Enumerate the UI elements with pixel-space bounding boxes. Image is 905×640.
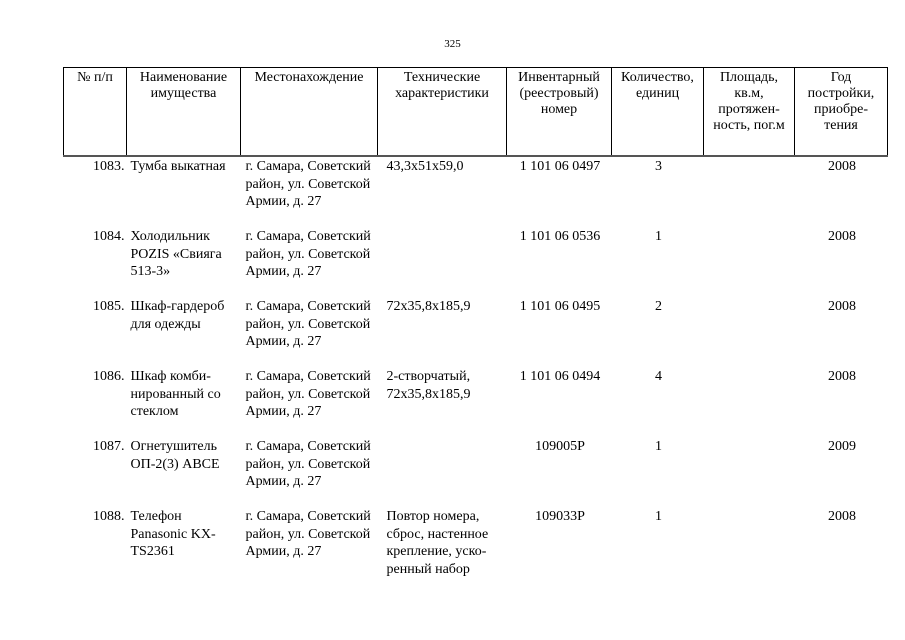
header-year: Год постройки, приобре-тения	[795, 68, 888, 157]
table-header	[64, 68, 888, 157]
row-area	[704, 367, 795, 437]
property-registry-table	[63, 67, 888, 578]
table-body	[64, 156, 888, 578]
row-number: 1086.	[93, 369, 125, 384]
row-number: 1088.	[93, 509, 125, 524]
header-tech: Технические характеристики	[378, 68, 507, 157]
header-area: Площадь, кв.м, протяжен-ность, пог.м	[704, 68, 795, 157]
row-number: 1084.	[93, 229, 125, 244]
header-number: № п/п	[64, 68, 127, 157]
row-tech	[378, 227, 507, 297]
row-location: г. Самара, Советский район, ул. Советской Армии, д. 27	[245, 369, 371, 419]
row-number: 1083.	[93, 159, 125, 174]
row-name: Телефон Panasonic KX-TS2361	[130, 509, 216, 559]
header-row	[64, 68, 888, 157]
row-name: Огнетушитель ОП-2(3) АВСЕ	[130, 439, 220, 472]
row-location: г. Самара, Советский район, ул. Советской Армии, д. 27	[245, 229, 371, 279]
row-location: г. Самара, Советский район, ул. Советской Армии, д. 27	[245, 509, 371, 559]
table-row	[64, 227, 888, 297]
row-year: 2008	[828, 229, 856, 244]
row-name: Шкаф-гардероб для одежды	[130, 299, 225, 332]
row-location: г. Самара, Советский район, ул. Советской Армии, д. 27	[245, 299, 371, 349]
header-location: Местонахождение	[241, 68, 378, 157]
row-inventory: 1 101 06 0495	[519, 299, 601, 314]
table-row	[64, 367, 888, 437]
table-row	[64, 156, 888, 227]
row-location: г. Самара, Советский район, ул. Советской Армии, д. 27	[245, 159, 371, 209]
table-row	[64, 297, 888, 367]
row-area	[704, 437, 795, 507]
row-inventory: 109033Р	[535, 509, 585, 524]
row-quantity: 2	[655, 299, 662, 314]
row-quantity: 1	[655, 229, 662, 244]
row-quantity: 3	[655, 159, 662, 174]
row-tech: 43,3х51х59,0	[386, 159, 464, 174]
row-quantity: 1	[655, 439, 662, 454]
page-number: 325	[444, 38, 461, 50]
table-row	[64, 437, 888, 507]
row-area	[704, 227, 795, 297]
row-year: 2008	[828, 509, 856, 524]
row-quantity: 1	[655, 509, 662, 524]
row-year: 2009	[828, 439, 856, 454]
header-inventory: Инвентарный (реестровый) номер	[507, 68, 612, 157]
row-inventory: 1 101 06 0536	[519, 229, 601, 244]
row-number: 1087.	[93, 439, 125, 454]
row-tech: 72х35,8х185,9	[386, 299, 471, 314]
row-year: 2008	[828, 159, 856, 174]
row-quantity: 4	[655, 369, 662, 384]
row-year: 2008	[828, 369, 856, 384]
header-name: Наименование имущества	[127, 68, 241, 157]
row-tech	[378, 437, 507, 507]
row-tech: 2-створчатый, 72х35,8х185,9	[386, 369, 471, 402]
row-tech: Повтор номера, сброс, настенное крепление, уско-ренный набор	[386, 509, 489, 577]
row-inventory: 1 101 06 0497	[519, 159, 601, 174]
row-name: Шкаф комби-нированный со стеклом	[130, 369, 221, 419]
row-year: 2008	[828, 299, 856, 314]
row-name: Холодильник POZIS «Свияга 513-3»	[130, 229, 222, 279]
row-area	[704, 156, 795, 227]
row-area	[704, 507, 795, 578]
row-location: г. Самара, Советский район, ул. Советской Армии, д. 27	[245, 439, 371, 489]
header-quantity: Количество, единиц	[612, 68, 704, 157]
row-area	[704, 297, 795, 367]
row-number: 1085.	[93, 299, 125, 314]
row-name: Тумба выкатная	[130, 159, 226, 174]
row-inventory: 109005Р	[535, 439, 585, 454]
row-inventory: 1 101 06 0494	[519, 369, 601, 384]
table-row	[64, 507, 888, 578]
